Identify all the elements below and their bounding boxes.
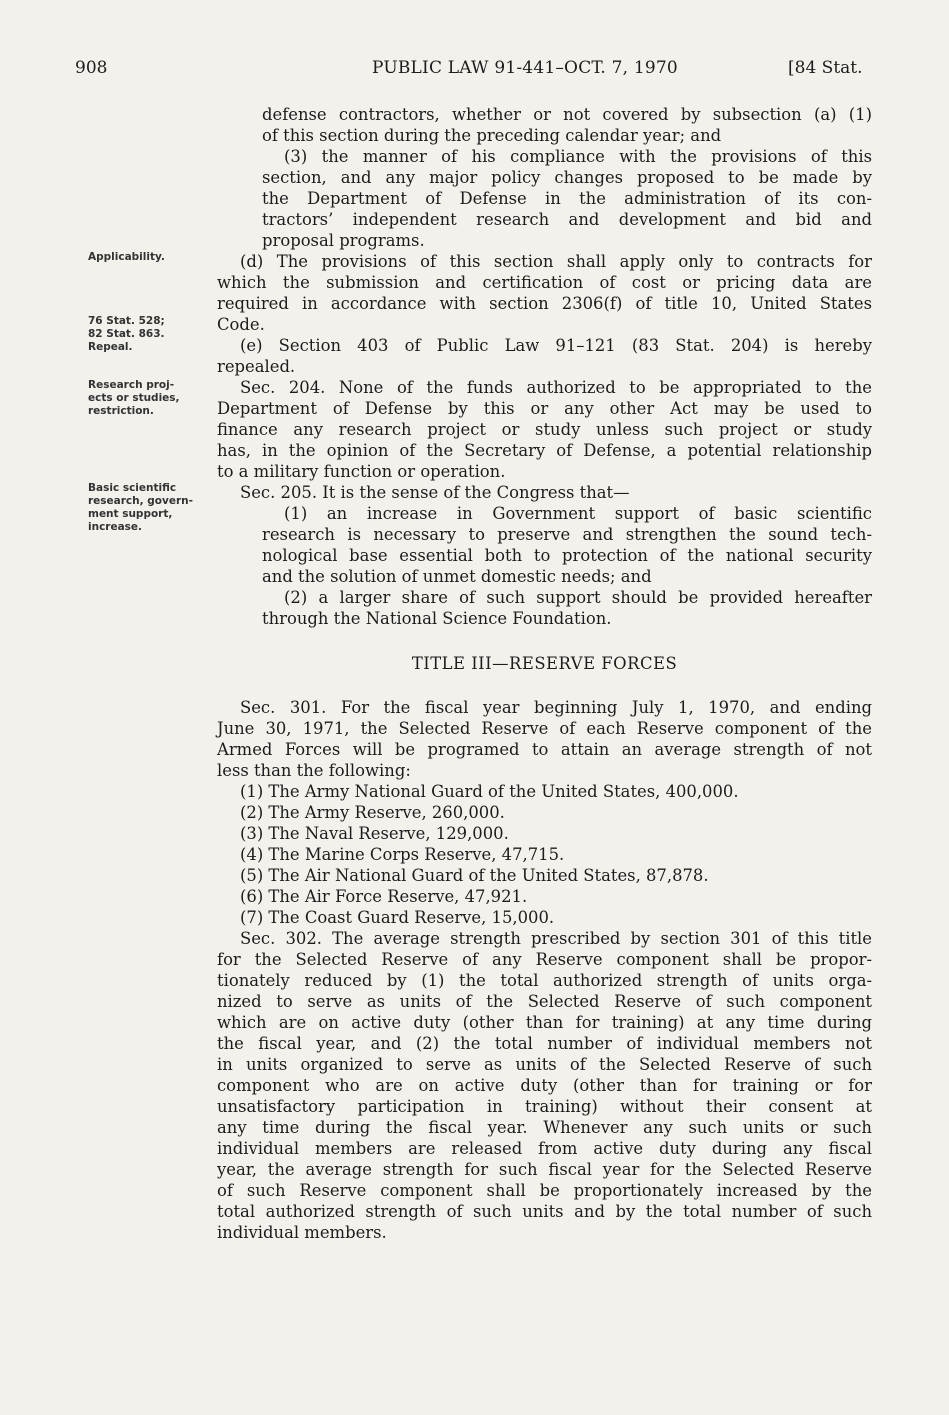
- body-line: repealed.: [217, 357, 296, 376]
- list-item: (6) The Air Force Reserve, 47,921.: [240, 887, 528, 906]
- body-line: Sec. 302. The average strength prescribed by section 301 of this title: [240, 929, 872, 948]
- list-item: (3) The Naval Reserve, 129,000.: [240, 824, 509, 843]
- body-line: tionately reduced by (1) the total authorized strength of units orga-: [217, 971, 872, 990]
- body-line: total authorized strength of such units and by the total number of such: [217, 1202, 872, 1221]
- body-line: which the submission and certification of cost or pricing data are: [217, 273, 872, 292]
- body-line: individual members.: [217, 1223, 387, 1242]
- statute-reference: [84 Stat.: [788, 58, 863, 78]
- body-line: tractors’ independent research and development and bid and: [262, 210, 872, 229]
- margin-note: 82 Stat. 863.: [88, 328, 165, 340]
- body-line: (1) an increase in Government support of basic scientific: [284, 504, 872, 523]
- list-item: (5) The Air National Guard of the United States, 87,878.: [240, 866, 709, 885]
- list-item: (1) The Army National Guard of the United States, 400,000.: [240, 782, 739, 801]
- body-line: Armed Forces will be programed to attain an average strength of not: [217, 740, 872, 759]
- body-line: finance any research project or study unless such project or study: [217, 420, 872, 439]
- body-line: (d) The provisions of this section shall apply only to contracts for: [240, 252, 872, 271]
- list-item: (4) The Marine Corps Reserve, 47,715.: [240, 845, 565, 864]
- body-line: and the solution of unmet domestic needs; and: [262, 567, 652, 586]
- body-line: year, the average strength for such fiscal year for the Selected Reserve: [217, 1160, 872, 1179]
- body-line: Sec. 301. For the fiscal year beginning July 1, 1970, and ending: [240, 698, 872, 717]
- margin-note: ects or studies,: [88, 392, 180, 404]
- body-line: individual members are released from active duty during any fiscal: [217, 1139, 872, 1158]
- body-line: Code.: [217, 315, 265, 334]
- body-line: of this section during the preceding calendar year; and: [262, 126, 722, 145]
- body-line: June 30, 1971, the Selected Reserve of each Reserve component of the: [217, 719, 872, 738]
- body-line: through the National Science Foundation.: [262, 609, 612, 628]
- body-line: section, and any major policy changes proposed to be made by: [262, 168, 872, 187]
- body-line: Sec. 204. None of the funds authorized to be appropriated to the: [240, 378, 872, 397]
- body-line: Department of Defense by this or any other Act may be used to: [217, 399, 872, 418]
- margin-note: Repeal.: [88, 341, 133, 353]
- body-line: proposal programs.: [262, 231, 425, 250]
- body-line: Sec. 205. It is the sense of the Congress that—: [240, 483, 630, 502]
- body-line: any time during the fiscal year. Whenever any such units or such: [217, 1118, 872, 1137]
- body-line: less than the following:: [217, 761, 411, 780]
- body-line: to a military function or operation.: [217, 462, 506, 481]
- body-line: (e) Section 403 of Public Law 91–121 (83 Stat. 204) is hereby: [240, 336, 872, 355]
- list-item: (7) The Coast Guard Reserve, 15,000.: [240, 908, 555, 927]
- margin-note: 76 Stat. 528;: [88, 315, 165, 327]
- body-line: which are on active duty (other than for training) at any time during: [217, 1013, 872, 1032]
- list-item: (2) The Army Reserve, 260,000.: [240, 803, 505, 822]
- body-line: (3) the manner of his compliance with the provisions of this: [284, 147, 872, 166]
- body-line: the Department of Defense in the administration of its con-: [262, 189, 872, 208]
- running-title: PUBLIC LAW 91-441–OCT. 7, 1970: [372, 58, 678, 78]
- body-line: defense contractors, whether or not covered by subsection (a) (1): [262, 105, 872, 124]
- body-line: nized to serve as units of the Selected Reserve of such component: [217, 992, 872, 1011]
- body-line: required in accordance with section 2306(f) of title 10, United States: [217, 294, 872, 313]
- margin-note: ment support,: [88, 508, 173, 520]
- body-line: research is necessary to preserve and strengthen the sound tech-: [262, 525, 872, 544]
- margin-note: restriction.: [88, 405, 154, 417]
- body-line: the fiscal year, and (2) the total number of individual members not: [217, 1034, 872, 1053]
- margin-note: increase.: [88, 521, 143, 533]
- body-line: for the Selected Reserve of any Reserve component shall be propor-: [217, 950, 872, 969]
- margin-note: Applicability.: [88, 251, 165, 263]
- body-line: (2) a larger share of such support should be provided hereafter: [284, 588, 872, 607]
- title-heading: TITLE III—RESERVE FORCES: [411, 654, 678, 673]
- body-line: unsatisfactory participation in training) without their consent at: [217, 1097, 872, 1116]
- body-line: component who are on active duty (other than for training or for: [217, 1076, 872, 1095]
- page-number: 908: [75, 58, 108, 78]
- margin-note: research, govern-: [88, 495, 193, 507]
- margin-note: Basic scientific: [88, 482, 177, 494]
- margin-note: Research proj-: [88, 379, 175, 391]
- body-line: nological base essential both to protection of the national security: [262, 546, 872, 565]
- body-line: has, in the opinion of the Secretary of Defense, a potential relationship: [217, 441, 872, 460]
- body-line: in units organized to serve as units of the Selected Reserve of such: [217, 1055, 872, 1074]
- body-line: of such Reserve component shall be proportionately increased by the: [217, 1181, 872, 1200]
